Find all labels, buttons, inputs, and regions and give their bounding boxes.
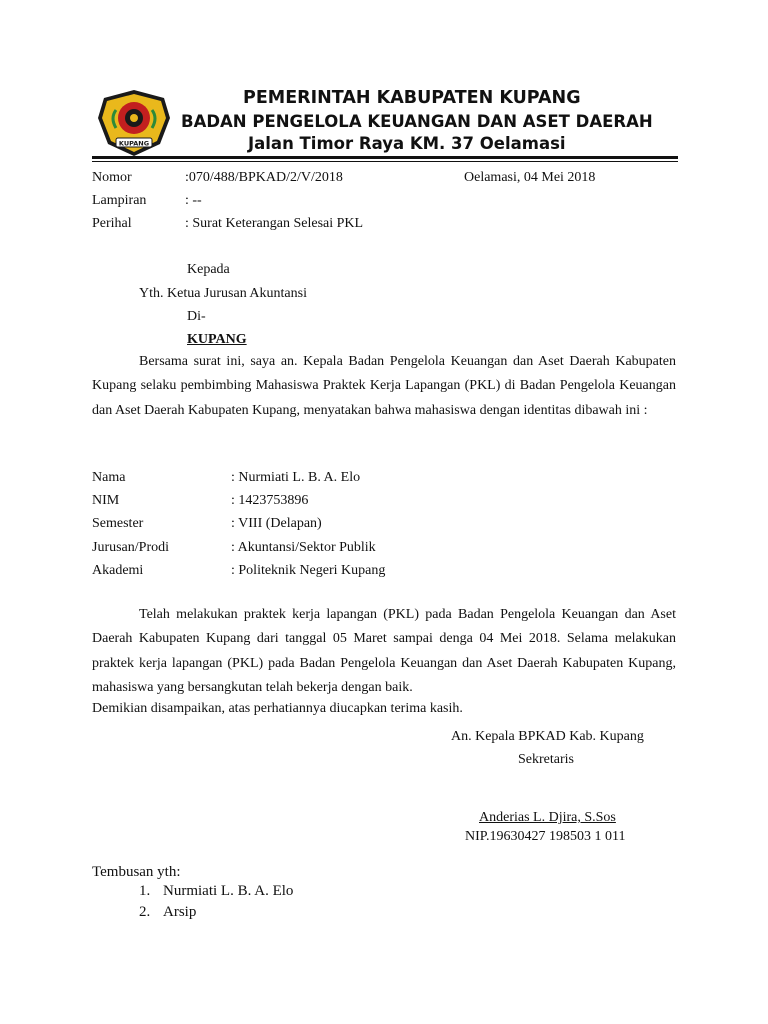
cc-title: Tembusan yth: (92, 864, 181, 880)
identity-value-semester: : VIII (Delapan) (231, 516, 322, 531)
logo-banner-text: KUPANG (118, 139, 150, 148)
identity-label-akademi: Akademi (92, 563, 144, 578)
letterhead-agency-name: BADAN PENGELOLA KEUANGAN DAN ASET DAERAH (181, 112, 653, 131)
signature-position: Sekretaris (518, 752, 574, 767)
identity-label-semester: Semester (92, 516, 144, 531)
nomor-value: :070/488/BPKAD/2/V/2018 (185, 170, 343, 185)
identity-value-nama: : Nurmiati L. B. A. Elo (231, 470, 361, 485)
identity-value-jurusan: : Akuntansi/Sektor Publik (231, 540, 376, 555)
identity-value-akademi: : Politeknik Negeri Kupang (231, 563, 386, 578)
letterhead-divider-thick (92, 156, 678, 159)
lampiran-value: : -- (185, 193, 202, 208)
identity-value-nim: : 1423753896 (231, 493, 309, 508)
letterhead-government-name: PEMERINTAH KABUPATEN KUPANG (243, 88, 581, 108)
perihal-value: : Surat Keterangan Selesai PKL (185, 216, 364, 231)
identity-label-nim: NIM (92, 493, 120, 508)
cc-item-text: Arsip (163, 904, 197, 920)
closing-sentence: Demikian disampaikan, atas perhatiannya diucapkan terima kasih. (92, 701, 463, 716)
lampiran-label: Lampiran (92, 193, 147, 208)
cc-item-number: 1. (139, 883, 151, 899)
addressee-recipient: Yth. Ketua Jurusan Akuntansi (139, 286, 307, 301)
letterhead-divider-thin (92, 161, 678, 162)
addressee-city: KUPANG (187, 332, 247, 347)
addressee-di: Di- (187, 309, 206, 324)
letterhead-address: Jalan Timor Raya KM. 37 Oelamasi (248, 134, 566, 153)
perihal-label: Perihal (92, 216, 132, 231)
cc-item-text: Nurmiati L. B. A. Elo (163, 883, 294, 899)
addressee-kepada: Kepada (187, 262, 230, 277)
signature-on-behalf: An. Kepala BPKAD Kab. Kupang (451, 729, 644, 744)
cc-item-number: 2. (139, 904, 151, 920)
place-date: Oelamasi, 04 Mei 2018 (464, 170, 596, 185)
logo-center (130, 114, 138, 122)
regency-logo (96, 88, 172, 158)
statement-paragraph: Telah melakukan praktek kerja lapangan (PKL) pada Badan Pengelola Keuangan dan Aset Daerah Kabupaten Kupang dari tanggal 05 Maret sampai denga 04 Mei 2018. Selama melakukan praktek kerja lapangan (PKL) pada Badan Pengelola Keuangan dan Aset Daerah Kabupaten Kupang, mahasiswa yang bersangkutan telah bekerja dengan baik. (92, 607, 676, 695)
identity-label-nama: Nama (92, 470, 126, 485)
signatory-nip: NIP.19630427 198503 1 011 (465, 829, 626, 844)
nomor-label: Nomor (92, 170, 132, 185)
opening-paragraph: Bersama surat ini, saya an. Kepala Badan Pengelola Keuangan dan Aset Daerah Kabupaten Kupang selaku pembimbing Mahasiswa Praktek Kerja Lapangan (PKL) di Badan Pengelola Keuangan dan Aset Daerah Kabupaten Kupang, menyatakan bahwa mahasiswa dengan identitas dibawah ini : (92, 354, 676, 418)
identity-label-jurusan: Jurusan/Prodi (92, 540, 169, 555)
signatory-name: Anderias L. Djira, S.Sos (479, 810, 616, 825)
